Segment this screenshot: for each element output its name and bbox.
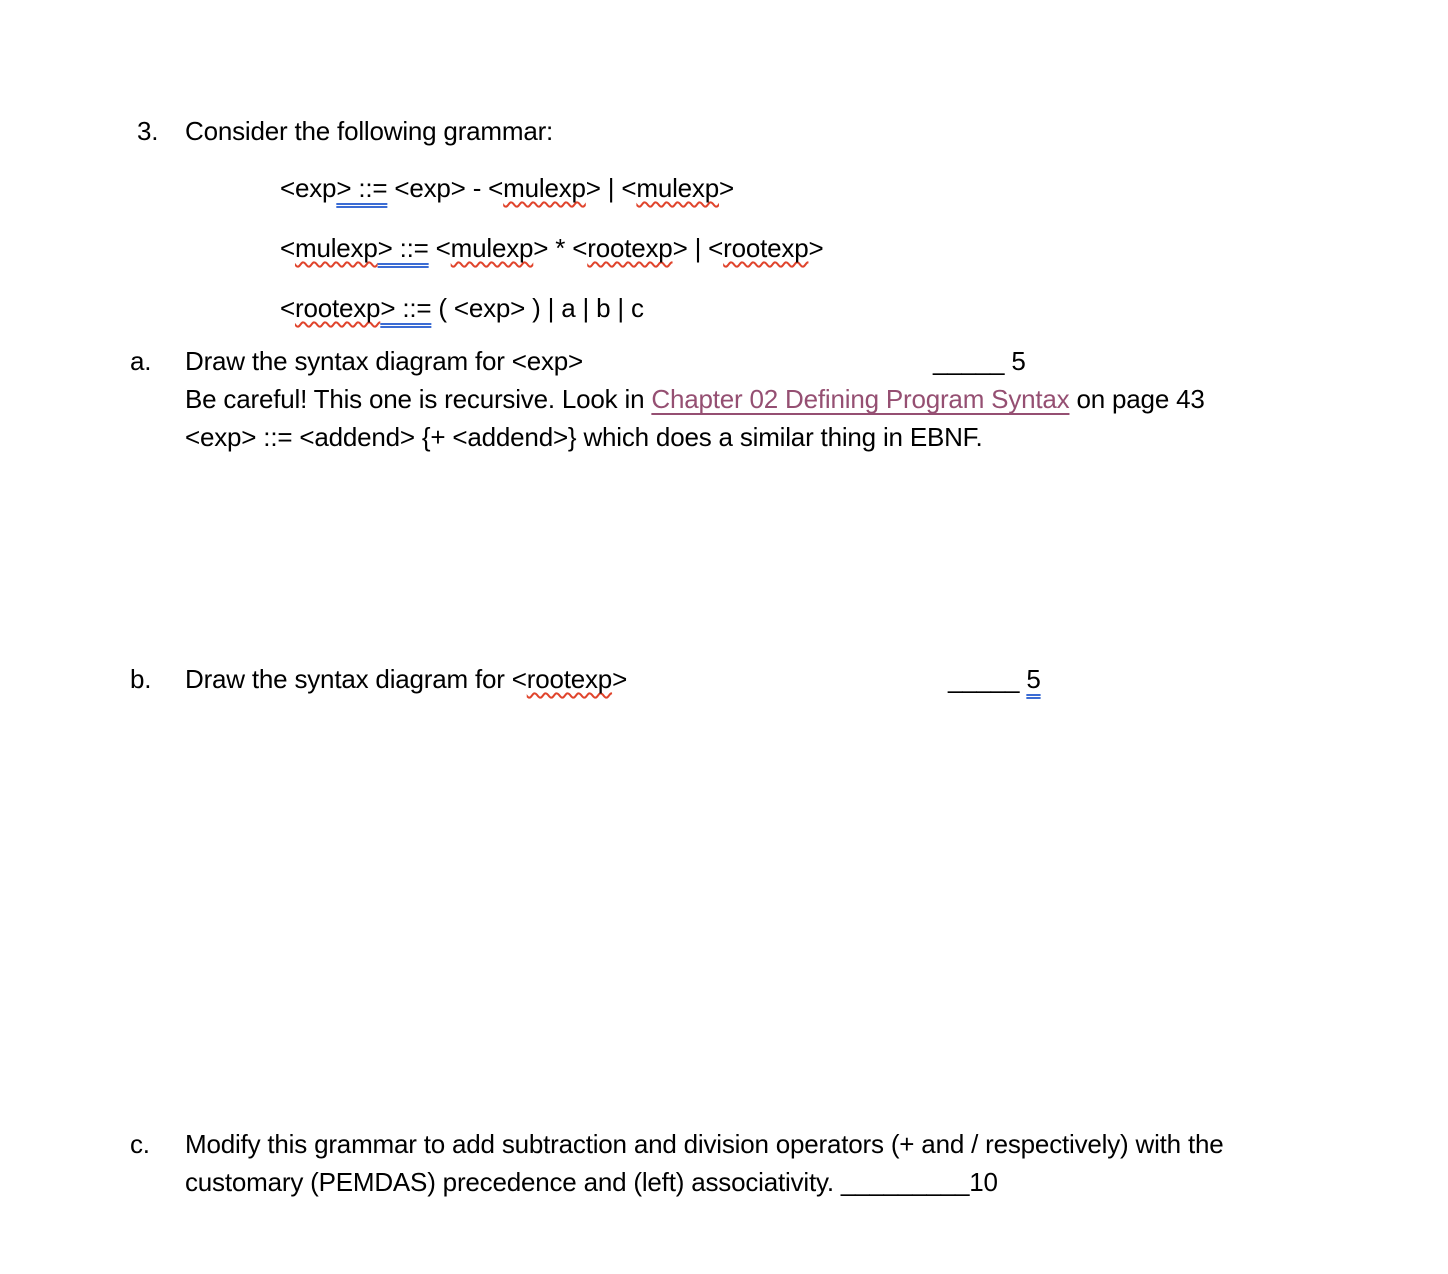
text-segment: > <box>612 664 628 694</box>
part-c-row <box>0 1125 1448 1163</box>
part-c-row-2 <box>0 1163 1448 1201</box>
part-a-note-row <box>0 380 1448 418</box>
misspelled-word: mulexp <box>294 233 378 263</box>
text-segment: > <box>719 173 734 203</box>
grammar-marked-text: > ::= <box>380 293 432 323</box>
grammar-rule-rootexp <box>0 289 1448 327</box>
text-segment: < <box>280 293 295 323</box>
part-a-label: a. <box>130 346 152 376</box>
part-b-row <box>0 660 1448 698</box>
text-segment: > <box>808 233 824 263</box>
question-3-prompt: Consider the following grammar: <box>185 116 554 146</box>
score-blank: _____ <box>948 664 1020 694</box>
grammar-rule-exp <box>0 169 1448 207</box>
text-segment: > | < <box>672 233 724 263</box>
part-c-text-line2 <box>185 1163 998 1201</box>
note-text-after-link: on page 43 <box>1069 384 1205 414</box>
part-b-prompt <box>185 660 627 698</box>
text-segment: < <box>428 233 451 263</box>
text-segment: customary (PEMDAS) precedence and (left) associativity. <box>185 1167 841 1197</box>
grammar-rule-exp-text <box>280 169 734 207</box>
grammar-rule-mulexp <box>0 229 1448 267</box>
misspelled-word: mulexp <box>450 233 534 263</box>
score-blank: _____ <box>933 346 1005 376</box>
question-3-number: 3. <box>137 116 159 146</box>
misspelled-word: mulexp <box>636 173 719 203</box>
part-c-text-line1: Modify this grammar to add subtraction and division operators (+ and / respectively) with the <box>185 1129 1224 1159</box>
grammar-rule-mulexp-text <box>280 229 823 267</box>
misspelled-word: rootexp <box>723 233 809 263</box>
text-segment: <exp <box>280 173 337 203</box>
misspelled-word: rootexp <box>294 293 381 323</box>
part-a-ebnf-hint: <exp> ::= <addend> {+ <addend>} which does a similar thing in EBNF. <box>185 422 983 452</box>
text-segment: > * < <box>533 233 588 263</box>
misspelled-word: mulexp <box>503 173 586 203</box>
part-b-score <box>948 660 1041 698</box>
misspelled-word: rootexp <box>587 233 673 263</box>
text-segment: > | < <box>585 173 637 203</box>
chapter-link[interactable]: Chapter 02 Defining Program Syntax <box>651 384 1070 414</box>
text-segment: ( <exp> ) | a | b | c <box>431 293 644 323</box>
score-points: 5 <box>1011 346 1026 376</box>
part-c-label: c. <box>130 1129 150 1159</box>
score-blank: _________ <box>840 1167 970 1197</box>
text-segment: <exp> - < <box>387 173 504 203</box>
text-segment: < <box>280 233 295 263</box>
part-a-note <box>185 380 1205 418</box>
score-points: 5 <box>1026 664 1041 694</box>
part-a-ebnf-row <box>0 418 1448 456</box>
part-a-prompt: Draw the syntax diagram for <exp> <box>185 346 584 376</box>
text-segment: Draw the syntax diagram for < <box>185 664 527 694</box>
grammar-marked-text: > ::= <box>336 173 388 203</box>
part-a-score <box>933 342 1026 380</box>
part-b-label: b. <box>130 664 152 694</box>
question-3-row <box>0 112 1448 150</box>
part-a-row <box>0 342 1448 380</box>
grammar-marked-text: > ::= <box>377 233 429 263</box>
grammar-rule-rootexp-text <box>280 289 644 327</box>
misspelled-word: rootexp <box>526 664 613 694</box>
note-text-before-link: Be careful! This one is recursive. Look in <box>185 384 652 414</box>
score-points: 10 <box>969 1167 998 1197</box>
